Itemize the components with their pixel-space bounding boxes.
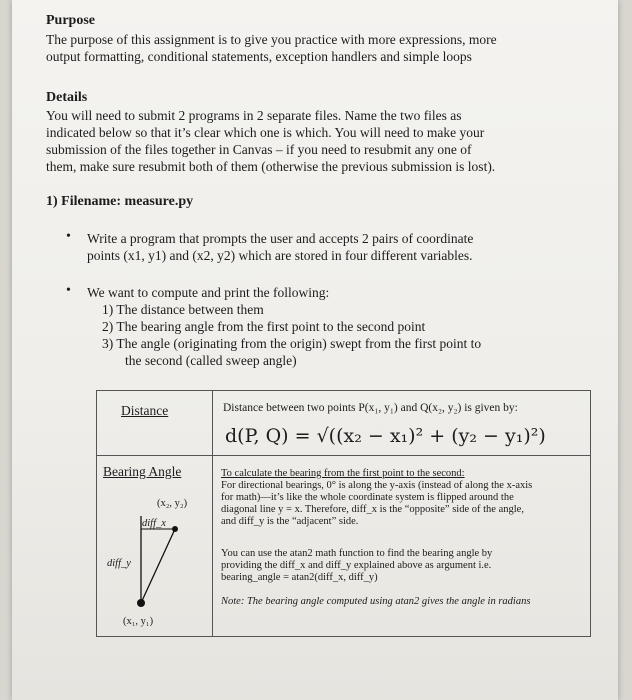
diff-x-label: diff_x — [142, 518, 166, 529]
list-item-2: 2) The bearing angle from the first point to the second point — [102, 319, 426, 334]
list-item-3: 3) The angle (originating from the origin) swept from the first point to — [102, 336, 482, 351]
atan-text-line-3: bearing_angle = atan2(diff_x, diff_y) — [221, 572, 378, 583]
radians-note: Note: The bearing angle computed using atan2 gives the angle in radians — [221, 596, 531, 607]
details-line-4: them, make sure resubmit both of them (otherwise the previous submission is lost). — [46, 159, 496, 174]
bearing-desc-cell — [213, 456, 591, 637]
bearing-label: Bearing Angle — [103, 464, 182, 479]
bullet2-line-1: We want to compute and print the following: — [87, 285, 330, 300]
bullet1-line-2: points (x1, y1) and (x2, y2) which are stored in four different variables. — [87, 248, 473, 263]
atan-text-line-1: You can use the atan2 math function to find the bearing angle by — [221, 548, 493, 559]
diagram-diagonal-line — [141, 529, 175, 603]
reference-table — [96, 390, 591, 637]
distance-label: Distance — [121, 403, 169, 418]
purpose-line-1: The purpose of this assignment is to give you practice with more expressions, more — [46, 32, 497, 47]
document-page — [12, 0, 618, 700]
diff-y-label: diff_y — [107, 558, 131, 569]
bearing-label-cell — [97, 456, 213, 637]
bearing-diagram — [97, 456, 213, 636]
details-line-1: You will need to submit 2 programs in 2 separate files. Name the two files as — [46, 108, 462, 123]
point-1-dot — [137, 599, 145, 607]
list-item-1: 1) The distance between them — [102, 302, 264, 317]
bearing-text-line-3: for math)—it’s like the whole coordinate system is flipped around the — [221, 492, 514, 503]
distance-formula: d(P, Q) = √((x₂ − x₁)² + (y₂ − y₁)²) — [225, 425, 546, 447]
details-line-2: indicated below so that it’s clear which one is which. You will need to make your — [46, 125, 485, 140]
point-1-label: (x₁, y₁) — [123, 616, 154, 627]
atan-text-line-2: providing the diff_x and diff_y explained above as argument i.e. — [221, 560, 492, 571]
bullet-dot-1: • — [66, 229, 71, 244]
bullet1-line-1: Write a program that prompts the user and accepts 2 pairs of coordinate — [87, 231, 474, 246]
distance-desc-cell — [213, 391, 591, 456]
details-line-3: submission of the files together in Canvas – if you need to resubmit any one of — [46, 142, 472, 157]
purpose-heading: Purpose — [46, 13, 95, 28]
distance-label-cell — [97, 391, 213, 456]
bearing-text-line-1: To calculate the bearing from the first point to the second: — [221, 468, 465, 479]
details-heading: Details — [46, 90, 88, 105]
bearing-text-line-2: For directional bearings, 0° is along the y-axis (instead of along the x-axis — [221, 480, 533, 491]
purpose-line-2: output formatting, conditional statements, exception handlers and simple loops — [46, 49, 472, 64]
bearing-text-line-4: diagonal line y = x. Therefore, diff_x is the “opposite” side of the angle, — [221, 504, 524, 515]
distance-description: Distance between two points P(x₁, y₁) and Q(x₂, y₂) is given by: — [223, 402, 518, 414]
bearing-text-line-5: and diff_y is the “adjacent” side. — [221, 516, 359, 527]
point-2-label: (x₂, y₂) — [157, 498, 188, 509]
list-item-3-cont: the second (called sweep angle) — [125, 353, 297, 368]
filename-heading: 1) Filename: measure.py — [46, 194, 194, 209]
point-2-dot — [172, 526, 178, 532]
bullet-dot-2: • — [66, 283, 71, 298]
